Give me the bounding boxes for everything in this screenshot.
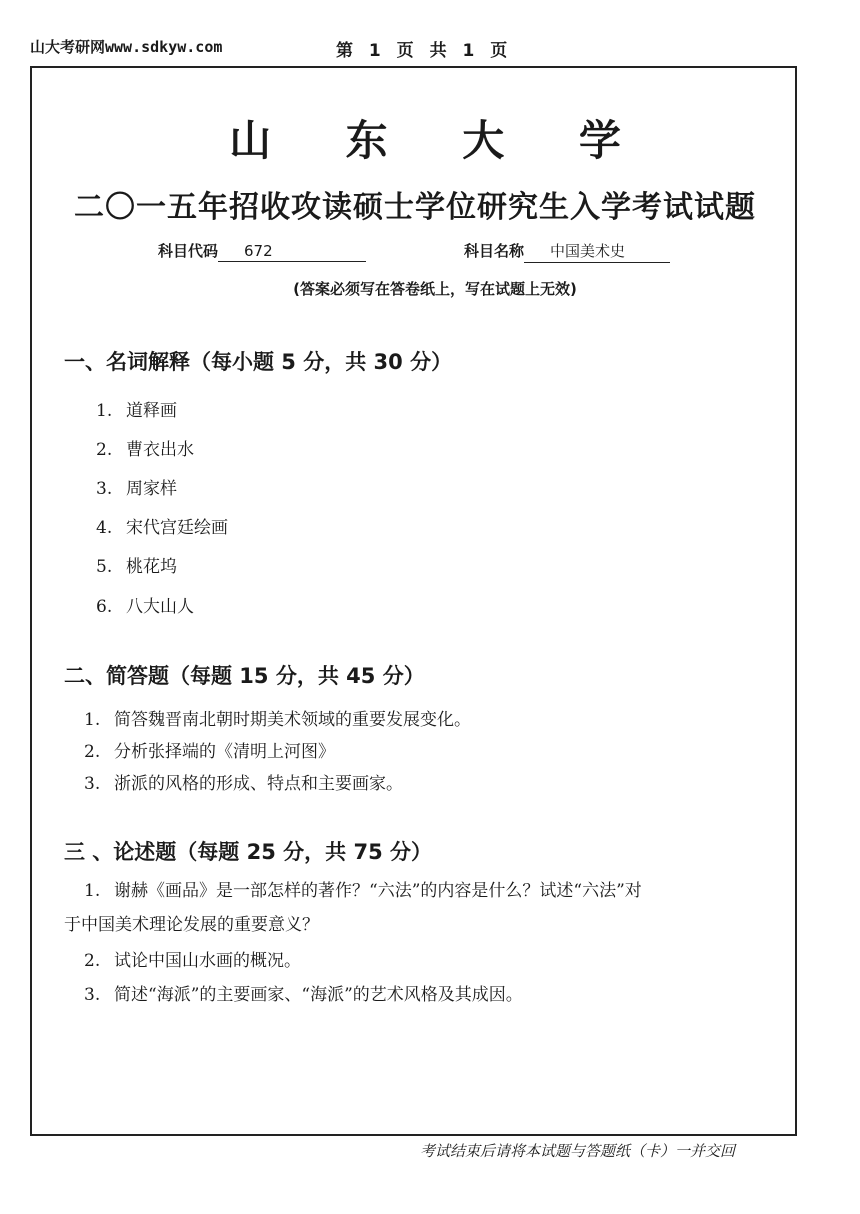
footer-instruction: 考试结束后请将本试题与答题纸（卡）一并交回 bbox=[420, 1142, 736, 1160]
answer-notice: (答案必须写在答卷纸上，写在试题上无效) bbox=[293, 280, 577, 298]
item-continuation: 于中国美术理论发展的重要意义？ bbox=[64, 915, 319, 935]
item-number: 6. bbox=[96, 597, 113, 617]
section-heading: 一、名词解释（每小题 5 分，共 30 分） bbox=[64, 350, 453, 374]
item-number: 3. bbox=[84, 985, 101, 1005]
list-item bbox=[96, 474, 177, 499]
list-item bbox=[84, 874, 642, 908]
site-watermark: 山大考研网www.sdkyw.com bbox=[30, 38, 223, 56]
item-number: 1. bbox=[84, 881, 101, 901]
item-text: 谢赫《画品》是一部怎样的著作？“六法”的内容是什么？试述“六法”对 bbox=[114, 881, 642, 901]
page-number: 第 1 页 共 1 页 bbox=[336, 41, 508, 61]
item-number: 3. bbox=[84, 774, 101, 794]
item-text: 道释画 bbox=[126, 401, 177, 421]
section-heading: 三 、论述题（每题 25 分，共 75 分） bbox=[64, 840, 433, 864]
item-text: 简答魏晋南北朝时期美术领域的重要发展变化。 bbox=[114, 710, 471, 730]
subject-code-label: 科目代码 bbox=[158, 242, 219, 260]
item-text: 曹衣出水 bbox=[126, 440, 194, 460]
section-heading: 二、简答题（每题 15 分，共 45 分） bbox=[64, 664, 425, 688]
item-text: 八大山人 bbox=[126, 597, 194, 617]
item-text: 分析张择端的《清明上河图》 bbox=[114, 742, 335, 762]
list-item bbox=[84, 769, 403, 794]
item-number: 1. bbox=[96, 401, 113, 421]
list-item bbox=[96, 435, 194, 460]
item-number: 4. bbox=[96, 518, 113, 538]
item-text: 浙派的风格的形成、特点和主要画家。 bbox=[114, 774, 403, 794]
list-item bbox=[96, 592, 194, 617]
item-text: 试论中国山水画的概况。 bbox=[114, 951, 301, 971]
list-item bbox=[96, 513, 228, 538]
university-name: 山 东 大 学 bbox=[229, 116, 651, 165]
list-item bbox=[84, 946, 301, 971]
item-number: 3. bbox=[96, 479, 113, 499]
item-text: 宋代宫廷绘画 bbox=[126, 518, 228, 538]
item-number: 1. bbox=[84, 710, 101, 730]
item-number: 5. bbox=[96, 557, 113, 577]
subject-code-value: 672 bbox=[218, 242, 366, 262]
item-number: 2. bbox=[84, 951, 101, 971]
item-number: 2. bbox=[84, 742, 101, 762]
exam-title: 二〇一五年招收攻读硕士学位研究生入学考试试题 bbox=[74, 190, 756, 225]
subject-code bbox=[158, 240, 366, 262]
list-item bbox=[96, 552, 177, 577]
list-item bbox=[96, 396, 177, 421]
item-text: 简述“海派”的主要画家、“海派”的艺术风格及其成因。 bbox=[114, 985, 523, 1005]
subject-name-value: 中国美术史 bbox=[524, 240, 670, 263]
subject-name-label: 科目名称 bbox=[464, 242, 525, 260]
subject-name bbox=[464, 240, 670, 263]
list-item bbox=[84, 980, 523, 1005]
item-text: 周家样 bbox=[126, 479, 177, 499]
list-item bbox=[84, 737, 335, 762]
item-text: 桃花坞 bbox=[126, 557, 177, 577]
item-number: 2. bbox=[96, 440, 113, 460]
list-item bbox=[84, 705, 471, 730]
